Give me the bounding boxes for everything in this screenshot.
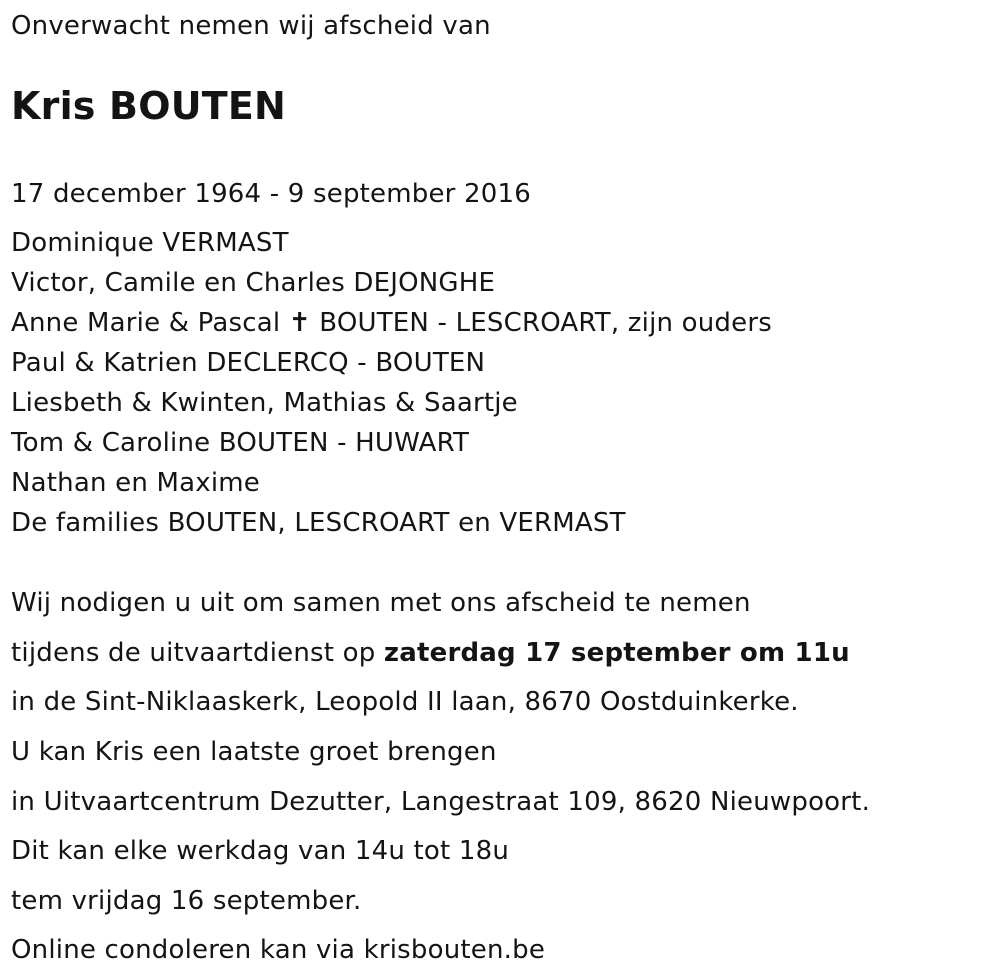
church-address: in de Sint-Niklaaskerk, Leopold II laan, 8670 Oostduinkerke. [11,687,799,717]
service-prefix: tijdens de uitvaartdienst op [11,638,384,668]
online-condolences: Online condoleren kan via krisbouten.be [11,935,546,965]
deceased-name: Kris BOUTEN [11,84,287,128]
family-line: Anne Marie & Pascal ✝ BOUTEN - LESCROART, zijn ouders [11,308,772,338]
family-line: Paul & Katrien DECLERCQ - BOUTEN [11,348,486,378]
family-line: Dominique VERMAST [11,228,289,258]
invitation-line: Wij nodigen u uit om samen met ons afscheid te nemen [11,588,751,618]
family-line: Liesbeth & Kwinten, Mathias & Saartje [11,388,518,418]
family-line: Nathan en Maxime [11,468,260,498]
family-line: De families BOUTEN, LESCROART en VERMAST [11,508,626,538]
life-dates: 17 december 1964 - 9 september 2016 [11,179,531,209]
funeral-home-address: in Uitvaartcentrum Dezutter, Langestraat 109, 8620 Nieuwpoort. [11,787,871,817]
family-line: Victor, Camile en Charles DEJONGHE [11,268,496,298]
visitation-line: U kan Kris een laatste groet brengen [11,737,497,767]
service-line [11,640,850,666]
intro-text: Onverwacht nemen wij afscheid van [11,11,491,41]
visiting-until: tem vrijdag 16 september. [11,886,362,916]
service-datetime: zaterdag 17 september om 11u [383,638,850,668]
visiting-hours: Dit kan elke werkdag van 14u tot 18u [11,836,510,866]
family-line: Tom & Caroline BOUTEN - HUWART [11,428,470,458]
